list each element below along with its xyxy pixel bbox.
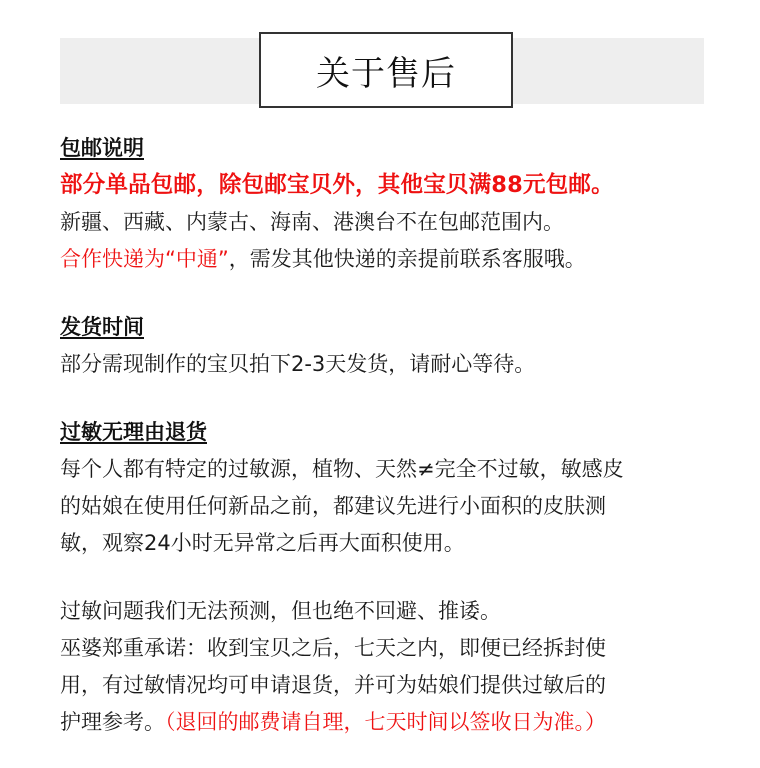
- header-box: [259, 32, 513, 108]
- allergy-p1-line: 每个人都有特定的过敏源，植物、天然≠完全不过敏，敏感皮: [60, 457, 624, 481]
- spacer: [60, 562, 740, 593]
- allergy-p2-line: 巫婆郑重承诺：收到宝贝之后，七天之内，即便已经拆封使: [60, 636, 606, 660]
- allergy-section: [60, 414, 740, 741]
- allergy-p2-line: 用，有过敏情况均可申请退货，并可为姑娘们提供过敏后的: [60, 673, 606, 697]
- care-reference: 护理参考。: [60, 710, 165, 734]
- courier-note: ，需发其他快递的亲提前联系客服哦。: [228, 247, 586, 271]
- delivery-heading: 发货时间: [60, 315, 144, 339]
- allergy-p1-line: 敏，观察24小时无异常之后再大面积使用。: [60, 531, 465, 555]
- spacer: [60, 278, 740, 309]
- spacer: [60, 383, 740, 414]
- allergy-p1-line: 的姑娘在使用任何新品之前，都建议先进行小面积的皮肤测: [60, 494, 606, 518]
- delivery-section: [60, 309, 740, 383]
- content: [60, 130, 740, 741]
- courier-highlight: 合作快递为“中通”: [60, 247, 229, 271]
- delivery-text: 部分需现制作的宝贝拍下2-3天发货，请耐心等待。: [60, 352, 536, 376]
- shipping-promo: 部分单品包邮，除包邮宝贝外，其他宝贝满88元包邮。: [60, 172, 614, 198]
- shipping-courier: [60, 241, 740, 278]
- shipping-section: [60, 130, 740, 278]
- allergy-p2-line: 过敏问题我们无法预测，但也绝不回避、推诿。: [60, 599, 501, 623]
- return-policy-note: （退回的邮费请自理，七天时间以签收日为准。）: [165, 710, 606, 734]
- page-title: 关于售后: [316, 53, 456, 94]
- shipping-excluded: 新疆、西藏、内蒙古、海南、港澳台不在包邮范围内。: [60, 210, 564, 234]
- allergy-p2-last-line: [60, 704, 740, 741]
- shipping-heading: 包邮说明: [60, 136, 144, 160]
- allergy-heading: 过敏无理由退货: [60, 420, 207, 444]
